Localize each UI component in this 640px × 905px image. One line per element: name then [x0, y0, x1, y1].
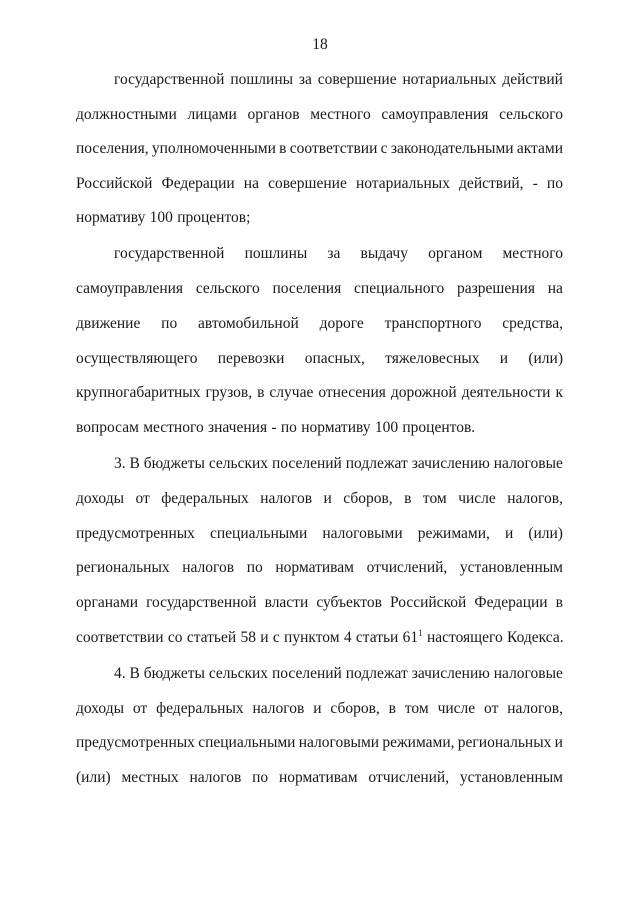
- word: самоуправления: [381, 106, 489, 123]
- word: подлежат: [345, 665, 408, 682]
- word: Федерации: [474, 594, 548, 611]
- word: и: [499, 350, 509, 367]
- word: настоящего: [426, 629, 503, 646]
- word: статьи: [355, 629, 399, 646]
- word: нормативам: [275, 559, 354, 576]
- word: том: [422, 490, 447, 507]
- word: поселения,: [76, 140, 149, 157]
- word: и: [504, 525, 514, 542]
- text-line: [114, 245, 563, 263]
- word: 100: [149, 209, 173, 226]
- word: сельских: [208, 665, 269, 682]
- word: сельского: [195, 280, 260, 297]
- word: предусмотренных: [76, 734, 195, 751]
- word: совершение: [317, 71, 397, 88]
- text-line: [76, 629, 563, 647]
- text-line: [76, 594, 563, 612]
- word: -: [532, 175, 538, 192]
- word: по: [280, 419, 297, 436]
- word: значения: [208, 419, 268, 436]
- word: специального: [354, 280, 445, 297]
- word: местного: [310, 106, 371, 123]
- word: нормативу: [76, 209, 146, 226]
- text-line: [76, 175, 563, 193]
- word: 100: [374, 419, 399, 436]
- word: -: [271, 419, 277, 436]
- word: поселений: [271, 455, 342, 472]
- page-number: 18: [312, 36, 328, 53]
- word: местных: [121, 769, 179, 786]
- word: дорожной: [390, 384, 457, 401]
- word: налоговые: [493, 665, 563, 682]
- word: за: [298, 71, 312, 88]
- word: и: [554, 734, 563, 751]
- word: специальными: [198, 734, 296, 751]
- word: (или): [76, 769, 111, 786]
- word: отчислений,: [366, 559, 448, 576]
- text-line: [76, 734, 563, 752]
- word: числе: [437, 700, 476, 717]
- word: органом: [428, 245, 483, 262]
- word: уполномоченными: [151, 140, 276, 157]
- text-line: [76, 350, 563, 368]
- word: пошлины: [244, 245, 308, 262]
- text-line: [76, 280, 563, 298]
- text-line: [76, 700, 563, 718]
- word: налогов,: [507, 490, 563, 507]
- word: Кодекса.: [507, 629, 564, 646]
- word: подлежат: [345, 455, 408, 472]
- word: доходы: [76, 700, 125, 717]
- text-line: [76, 419, 563, 437]
- word: на: [547, 280, 563, 297]
- word: отнесения: [318, 384, 386, 401]
- word: за: [327, 245, 341, 262]
- word: В: [129, 455, 140, 472]
- word: разрешения: [457, 280, 535, 297]
- word: действий: [502, 71, 563, 88]
- word: (или): [528, 350, 563, 367]
- word: и: [260, 629, 269, 646]
- word: местного: [502, 245, 563, 262]
- word: нормативам: [278, 769, 358, 786]
- word: в: [279, 140, 287, 157]
- word: установленным: [459, 769, 563, 786]
- word: 3.: [114, 455, 126, 472]
- word: поселения: [272, 280, 342, 297]
- word: региональных: [457, 734, 552, 751]
- word: налогов: [182, 559, 235, 576]
- word: сельского: [499, 106, 563, 123]
- word: и: [313, 700, 322, 717]
- word: налогов: [260, 490, 313, 507]
- word: доходы: [76, 490, 125, 507]
- word: Российской: [76, 175, 153, 192]
- word: статьей: [186, 629, 237, 646]
- word: нормативу: [301, 419, 371, 436]
- word: налогов: [252, 700, 305, 717]
- word: с: [380, 140, 388, 157]
- word: бюджеты: [143, 665, 205, 682]
- word: со: [167, 629, 183, 646]
- word: грузов,: [205, 384, 253, 401]
- word: от: [484, 700, 499, 717]
- word: 4.: [114, 665, 126, 682]
- word: государственной: [114, 71, 225, 88]
- word: по: [246, 559, 263, 576]
- word: налогов,: [507, 700, 563, 717]
- word: налоговые: [493, 455, 563, 472]
- word: в: [555, 594, 563, 611]
- text-line: [76, 559, 563, 577]
- word: дороге: [319, 315, 364, 332]
- word: тяжеловесных: [385, 350, 480, 367]
- word: процентов.: [402, 419, 476, 436]
- word: режимами,: [382, 734, 455, 751]
- superscript: 1: [418, 627, 423, 638]
- word: отчислений,: [368, 769, 450, 786]
- word: 4: [343, 629, 352, 646]
- word: выдачу: [360, 245, 408, 262]
- text-line: [76, 769, 563, 787]
- word: лицами: [187, 106, 237, 123]
- word: в: [257, 384, 265, 401]
- text-line: [114, 71, 563, 89]
- word: от: [132, 700, 148, 717]
- word: Российской: [389, 594, 467, 611]
- word: местного: [143, 419, 204, 436]
- word: государственной: [146, 594, 257, 611]
- word: нотариальных: [402, 71, 497, 88]
- word: В: [129, 665, 140, 682]
- word: налогов: [189, 769, 242, 786]
- word: соответствии: [289, 140, 378, 157]
- word: крупногабаритных: [76, 384, 201, 401]
- word: автомобильной: [198, 315, 299, 332]
- word: процентов;: [177, 209, 251, 226]
- text-line: [76, 490, 563, 508]
- word: государственной: [114, 245, 225, 262]
- text-line: [76, 106, 563, 124]
- word: органами: [76, 594, 139, 611]
- word: самоуправления: [76, 280, 184, 297]
- text-line: [76, 315, 563, 333]
- word: том: [404, 700, 429, 717]
- word: 58: [240, 629, 256, 646]
- text-line: [76, 525, 563, 543]
- word: установленным: [459, 559, 563, 576]
- word: движение: [76, 315, 141, 332]
- word: налоговыми: [298, 734, 380, 751]
- word: по: [161, 315, 178, 332]
- word: пунктом: [284, 629, 340, 646]
- word: сельских: [208, 455, 269, 472]
- word: числе: [458, 490, 496, 507]
- word: Федерации: [161, 175, 235, 192]
- word: нотариальных: [355, 175, 450, 192]
- word: федеральных: [161, 490, 249, 507]
- word: деятельности: [461, 384, 551, 401]
- word: от: [135, 490, 150, 507]
- word: зачислению: [411, 455, 490, 472]
- word: на: [243, 175, 259, 192]
- word: в: [404, 490, 412, 507]
- word: поселений: [271, 665, 342, 682]
- word: региональных: [76, 559, 170, 576]
- word: специальными: [209, 525, 308, 542]
- word: действий,: [459, 175, 524, 192]
- word: соответствии: [76, 629, 164, 646]
- word: осуществляющего: [76, 350, 198, 367]
- word: пошлины: [230, 71, 294, 88]
- word: должностными: [76, 106, 177, 123]
- word: законодательными: [390, 140, 514, 157]
- word: в: [388, 700, 396, 717]
- word: субъектов: [316, 594, 382, 611]
- word: (или): [528, 525, 563, 542]
- word: власти: [264, 594, 309, 611]
- word: предусмотренных: [76, 525, 195, 542]
- text-line: [114, 665, 563, 683]
- word: перевозки: [217, 350, 285, 367]
- word: средства,: [502, 315, 563, 332]
- word: актами: [516, 140, 563, 157]
- word: опасных,: [304, 350, 365, 367]
- word: зачислению: [411, 665, 490, 682]
- word: бюджеты: [143, 455, 205, 472]
- word: режимами,: [417, 525, 490, 542]
- word: совершение: [268, 175, 347, 192]
- word: к: [555, 384, 563, 401]
- word: $61^1$: [402, 627, 423, 646]
- word: органов: [247, 106, 300, 123]
- word: по: [546, 175, 563, 192]
- word: с: [272, 629, 280, 646]
- word: вопросам: [76, 419, 139, 436]
- word: случае: [269, 384, 314, 401]
- text-line: [76, 209, 563, 227]
- word: федеральных: [156, 700, 244, 717]
- text-line: [76, 140, 563, 158]
- text-line: [114, 455, 563, 473]
- word: по: [252, 769, 269, 786]
- word: и: [323, 490, 332, 507]
- text-line: [76, 384, 563, 402]
- word: сборов,: [330, 700, 380, 717]
- word: налоговыми: [322, 525, 403, 542]
- word: транспортного: [384, 315, 482, 332]
- word: сборов,: [343, 490, 393, 507]
